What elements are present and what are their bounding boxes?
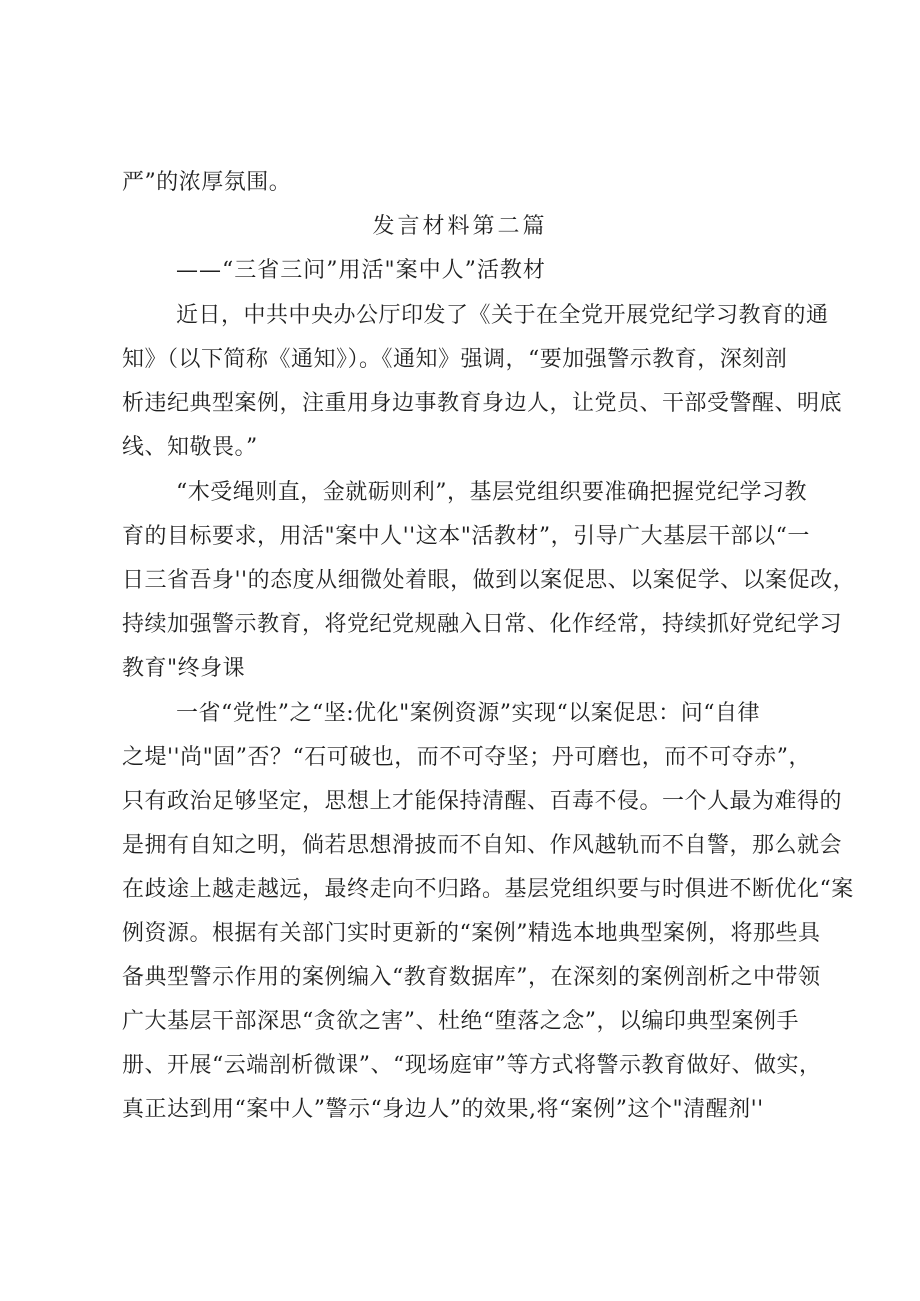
paragraph-3-line-1: 一省“党性”之“坚:优化"案例资源”实现“以案促思：问“自律 bbox=[176, 701, 761, 726]
paragraph-1-line-4: 线、知敬畏。” bbox=[122, 435, 258, 460]
continuation-line: 严”的浓厚氛围。 bbox=[122, 170, 292, 195]
paragraph-3-line-4: 是拥有自知之明，倘若思想滑披而不自知、作风越轨而不自警，那么就会 bbox=[122, 833, 843, 858]
paragraph-3-line-10: 真正达到用“案中人”警示“身边人”的效果,将“案例”这个"清醒剂'' bbox=[122, 1097, 764, 1122]
paragraph-3-line-6: 例资源。根据有关部门实时更新的“案例”精选本地典型案例，将那些具 bbox=[122, 921, 821, 946]
paragraph-1-line-2: 知》（以下简称《通知》）。《通知》强调，“要加强警示教育，深刻剖 bbox=[122, 347, 788, 372]
paragraph-1-line-1: 近日，中共中央办公厅印发了《关于在全党开展党纪学习教育的通 bbox=[176, 303, 829, 328]
paragraph-3-line-3: 只有政治足够坚定，思想上才能保持清醒、百毒不侵。一个人最为难得的 bbox=[122, 789, 843, 814]
paragraph-3-line-2: 之堤''尚"固”否？“石可破也，而不可夺坚；丹可磨也，而不可夺赤”， bbox=[122, 745, 811, 770]
paragraph-2-line-3: 日三省吾身''的态度从细微处着眼，做到以案促思、以案促学、以案促改， bbox=[122, 568, 856, 593]
paragraph-3-line-8: 广大基层干部深思“贪欲之害”、杜绝“堕落之念”，以编印典型案例手 bbox=[122, 1009, 799, 1034]
paragraph-1-line-3: 析违纪典型案例，注重用身边事教育身边人，让党员、干部受警醒、明底 bbox=[122, 391, 843, 416]
paragraph-2-line-4: 持续加强警示教育，将党纪党规融入日常、化作经常，持续抓好党纪学习 bbox=[122, 612, 843, 637]
paragraph-3-line-7: 备典型警示作用的案例编入“教育数据库”，在深刻的案例剖析之中带领 bbox=[122, 965, 821, 990]
paragraph-3-line-9: 册、开展“云端剖析微课”、“现场庭审”等方式将警示教育做好、做实， bbox=[122, 1053, 822, 1078]
section-title: 发言材料第二篇 bbox=[372, 214, 548, 239]
paragraph-2-line-1: “木受绳则直，金就砺则利”，基层党组织要准确把握党纪学习教 bbox=[176, 480, 807, 505]
paragraph-2-line-5: 教育"终身课 bbox=[122, 656, 246, 681]
paragraph-2-line-2: 育的目标要求，用活"案中人''这本"活教材”，引导广大基层干部以“一 bbox=[122, 524, 810, 549]
section-subtitle: ——“三省三问”用活"案中人”活教材 bbox=[176, 258, 546, 283]
paragraph-3-line-5: 在歧途上越走越远，最终走向不归路。基层党组织要与时俱进不断优化“案 bbox=[122, 877, 854, 902]
